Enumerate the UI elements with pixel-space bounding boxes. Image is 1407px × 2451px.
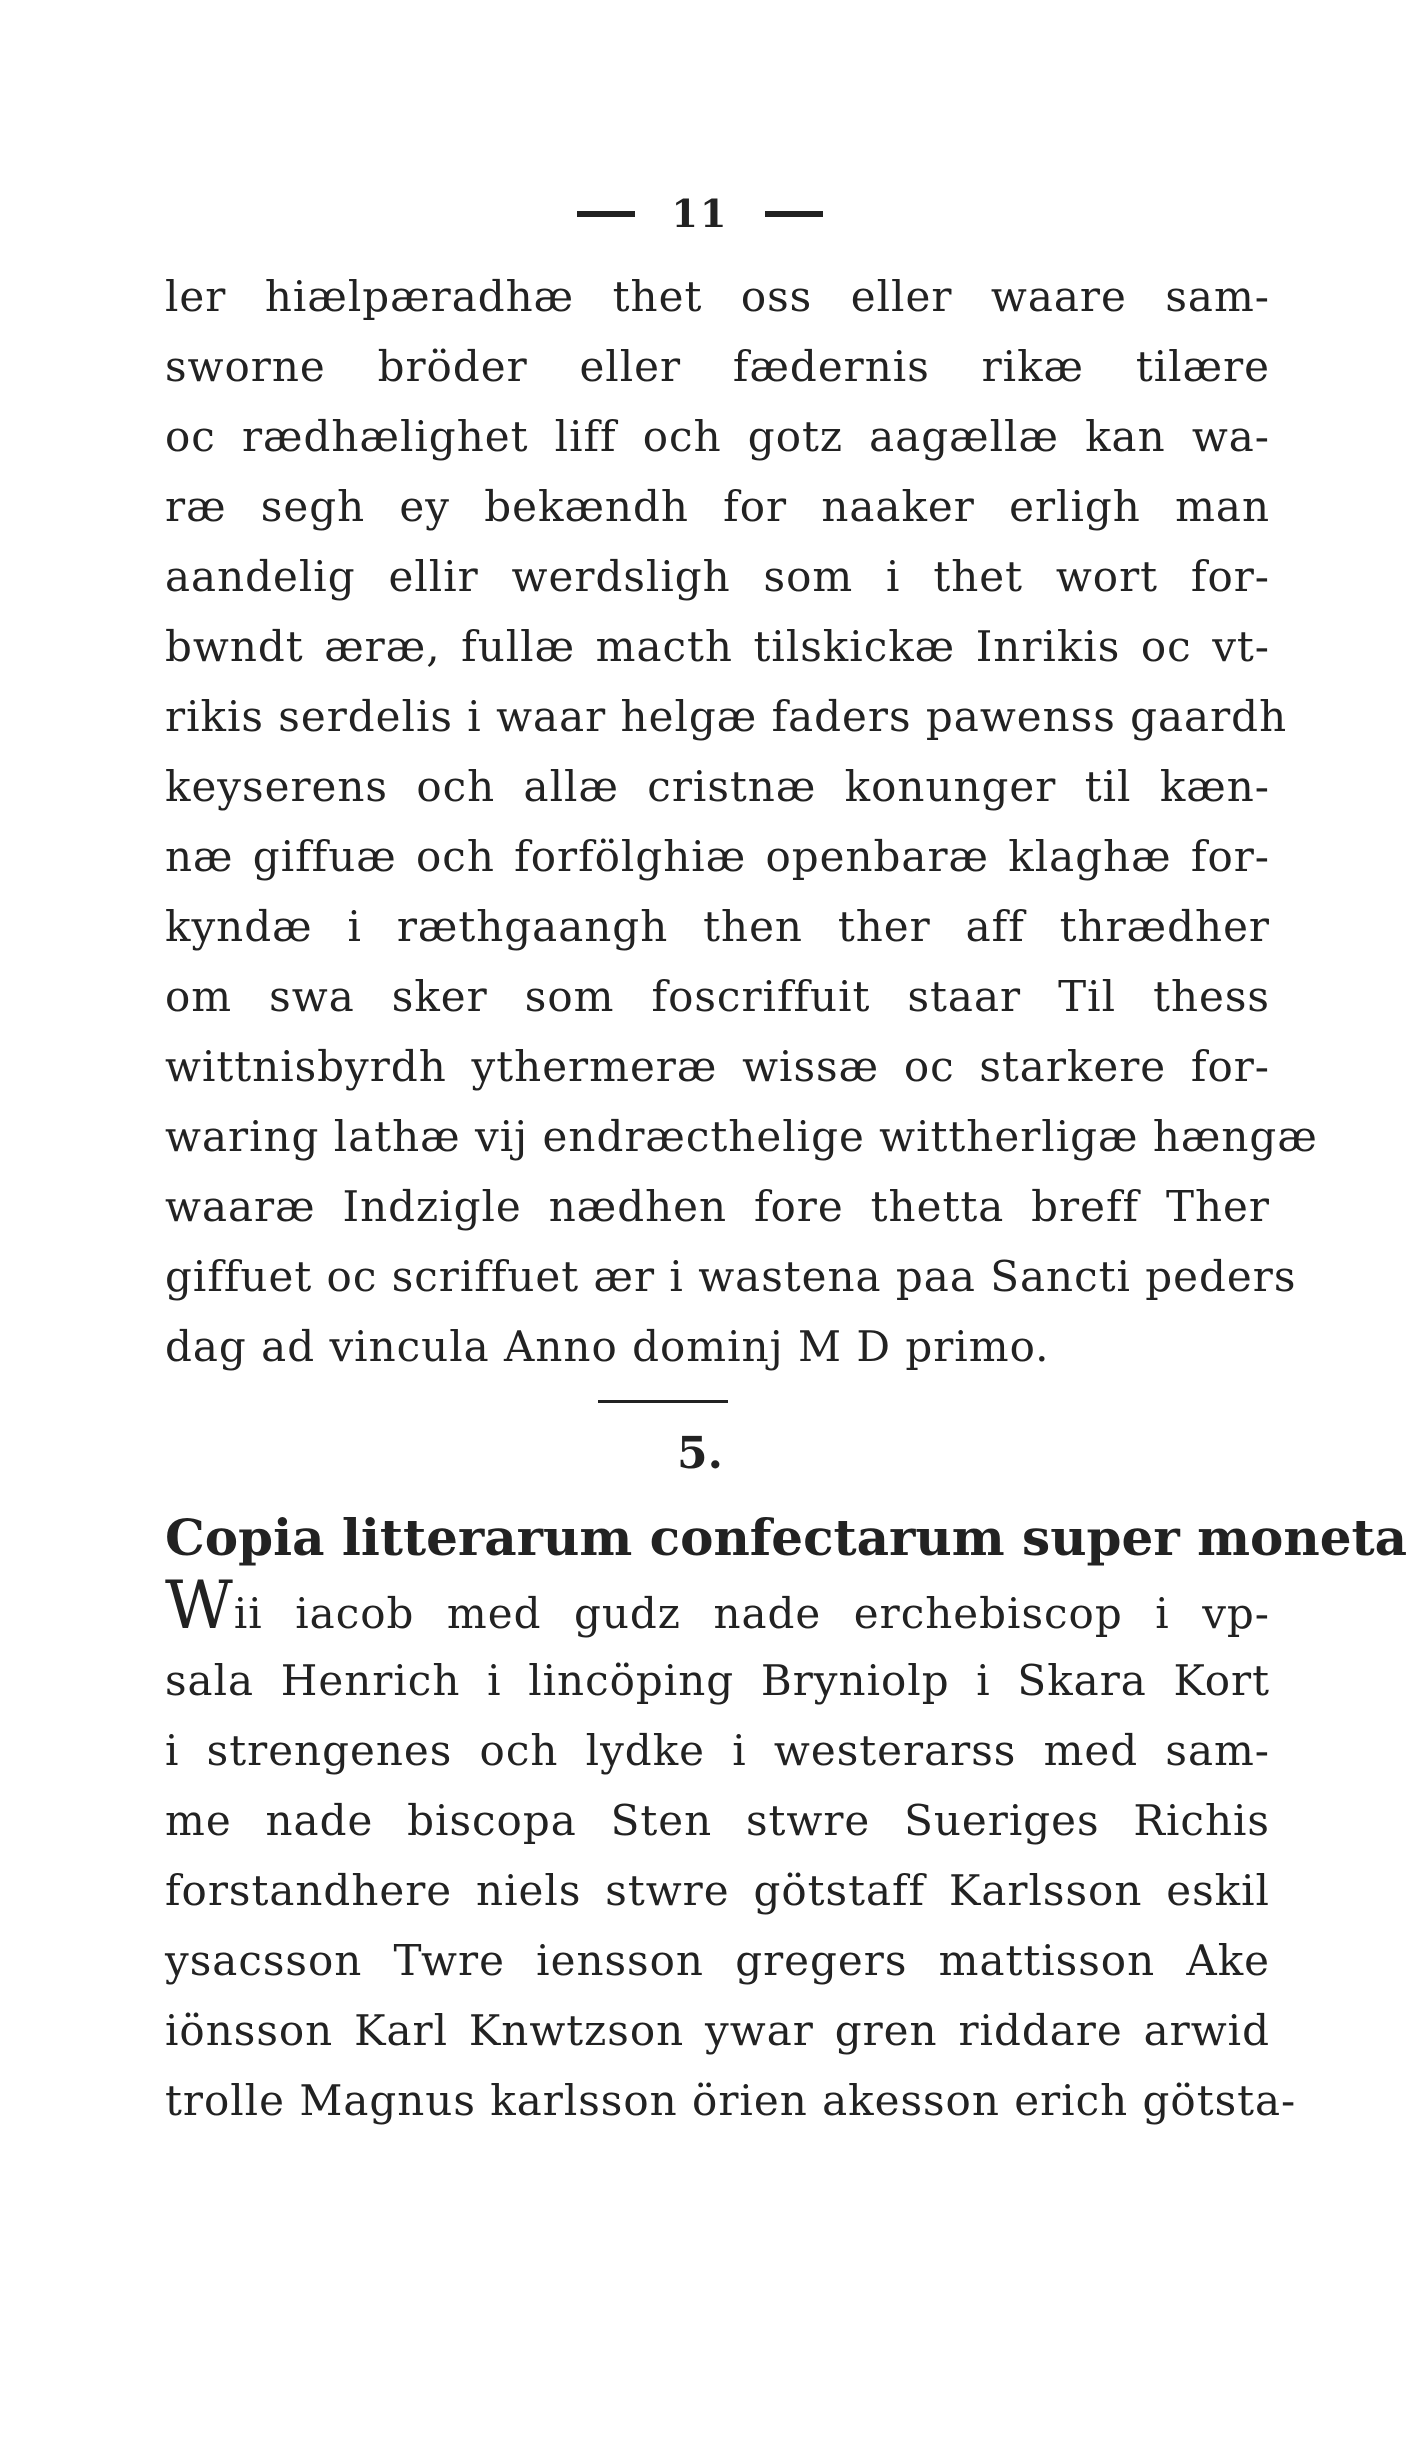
text-line: me nade biscopa Sten stwre Sueriges Richis: [165, 1796, 1270, 1845]
text-line: keyserens och allæ cristnæ konunger til kæn-: [165, 762, 1270, 811]
text-line: om swa sker som foscriffuit staar Til thess: [165, 972, 1270, 1021]
text-line: ræ segh ey bekændh for naaker erligh man: [165, 482, 1270, 531]
text-line: trolle Magnus karlsson örien akesson erich götsta-: [165, 2076, 1297, 2125]
section-number: 5.: [677, 1428, 723, 1479]
text-line: sworne bröder eller fædernis rikæ tilære: [165, 342, 1270, 391]
text-line-last: dag ad vincula Anno dominj M D primo.: [165, 1322, 1050, 1371]
text-line: waring lathæ vij endræcthelige wittherligæ hængæ: [165, 1112, 1318, 1161]
first-line-text: ii iacob med gudz nade erchebiscop i vp-: [233, 1589, 1270, 1638]
text-line: ysacsson Twre iensson gregers mattisson Ake: [165, 1936, 1270, 1985]
header-dash-right: [765, 211, 823, 217]
text-line-first: [165, 1567, 1270, 1646]
text-line: rikis serdelis i waar helgæ faders pawenss gaardh: [165, 692, 1288, 741]
text-line: aandelig ellir werdsligh som i thet wort for-: [165, 552, 1270, 601]
page-number: 11: [671, 191, 729, 236]
section-divider-rule: [598, 1400, 728, 1403]
text-line: wittnisbyrdh ythermeræ wissæ oc starkere for-: [165, 1042, 1270, 1091]
page-header: [0, 188, 1400, 236]
text-line: forstandhere niels stwre götstaff Karlsson eskil: [165, 1866, 1270, 1915]
initial-letter: W: [165, 1567, 234, 1644]
text-line: giffuet oc scriffuet ær i wastena paa Sancti peders: [165, 1252, 1297, 1301]
text-line: oc rædhælighet liff och gotz aagællæ kan wa-: [165, 412, 1270, 461]
text-line: sala Henrich i lincöping Bryniolp i Skara Kort: [165, 1656, 1270, 1705]
paragraph-continuation: [165, 262, 1318, 1382]
text-line: ler hiælpæradhæ thet oss eller waare sam-: [165, 272, 1270, 321]
text-line: kyndæ i ræthgaangh then ther aff thrædher: [165, 902, 1270, 951]
text-line: waaræ Indzigle nædhen fore thetta breff Ther: [165, 1182, 1270, 1231]
text-line: næ giffuæ och forfölghiæ openbaræ klaghæ for-: [165, 832, 1270, 881]
text-line: iönsson Karl Knwtzson ywar gren riddare arwid: [165, 2006, 1270, 2055]
section-body: [165, 1567, 1297, 2136]
header-dash-left: [577, 211, 635, 217]
section-title: Copia litterarum confectarum super moneta: [165, 1508, 1407, 1567]
text-line: i strengenes och lydke i westerarss med sam-: [165, 1726, 1270, 1775]
text-line: bwndt æræ, fullæ macth tilskickæ Inrikis oc vt-: [165, 622, 1270, 671]
